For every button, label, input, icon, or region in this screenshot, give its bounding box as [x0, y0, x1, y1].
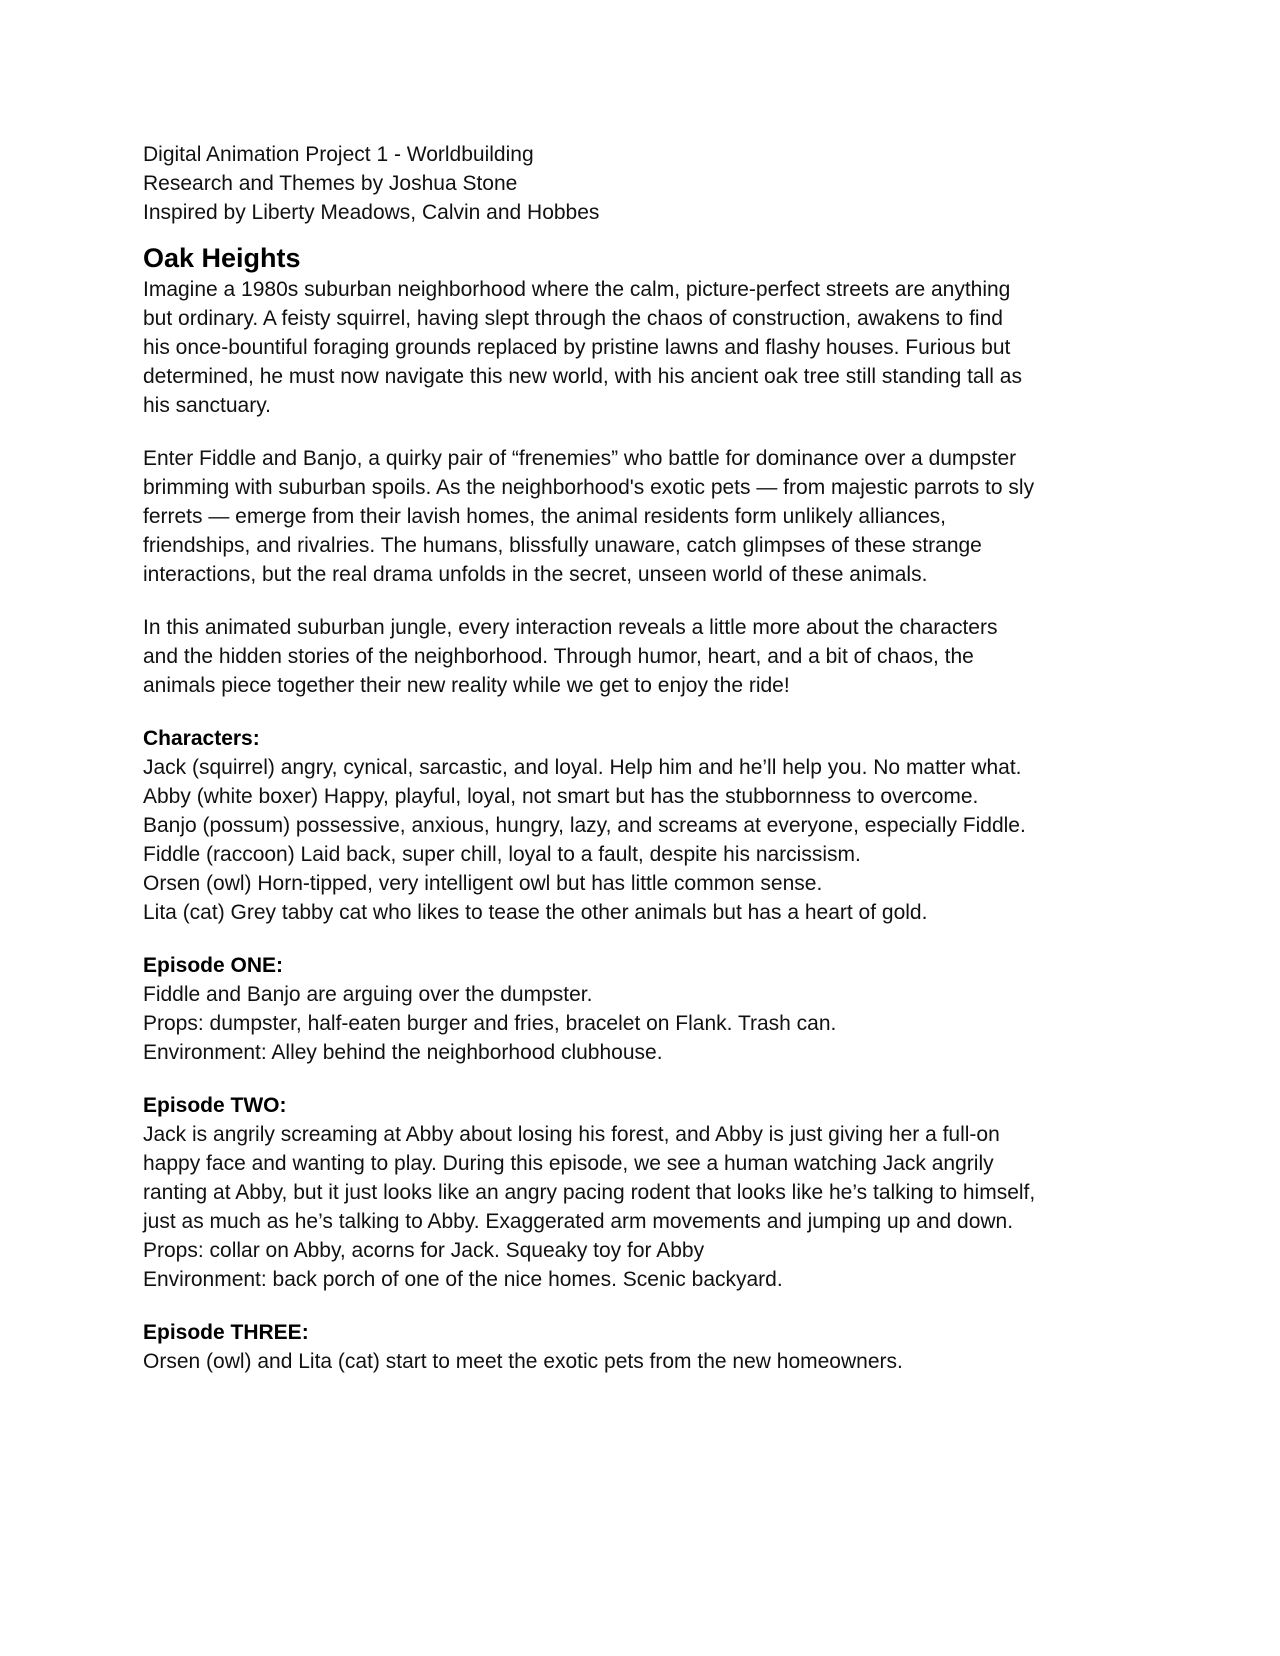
paragraph-spacer — [143, 1294, 1103, 1318]
paragraph-line: interactions, but the real drama unfolds in the secret, unseen world of these animals. — [143, 563, 928, 586]
document-header — [143, 140, 1103, 227]
intro-paragraph-2 — [143, 444, 1103, 589]
episode-three-heading: Episode THREE: — [143, 1321, 309, 1344]
episode-three-section — [143, 1318, 1103, 1376]
paragraph-line: his once-bountiful foraging grounds replaced by pristine lawns and flashy houses. Furious but — [143, 336, 1011, 359]
paragraph-line: his sanctuary. — [143, 394, 271, 417]
episode-one-props: Props: dumpster, half-eaten burger and fries, bracelet on Flank. Trash can. — [143, 1012, 837, 1035]
episode-one-summary: Fiddle and Banjo are arguing over the dumpster. — [143, 983, 593, 1006]
header-line-inspiration: Inspired by Liberty Meadows, Calvin and Hobbes — [143, 201, 600, 224]
paragraph-spacer — [143, 1067, 1103, 1091]
paragraph-line: brimming with suburban spoils. As the neighborhood's exotic pets — from majestic parrots to sly — [143, 476, 1035, 499]
episode-two-heading: Episode TWO: — [143, 1094, 287, 1117]
episode-two-props: Props: collar on Abby, acorns for Jack. Squeaky toy for Abby — [143, 1239, 705, 1262]
episode-one-section — [143, 951, 1103, 1067]
header-line-project: Digital Animation Project 1 - Worldbuilding — [143, 143, 534, 166]
character-entry-banjo: Banjo (possum) possessive, anxious, hungry, lazy, and screams at everyone, especially Fiddle. — [143, 814, 1026, 837]
character-entry-jack: Jack (squirrel) angry, cynical, sarcastic, and loyal. Help him and he’ll help you. No matter what. — [143, 756, 1022, 779]
paragraph-spacer — [143, 589, 1103, 613]
paragraph-spacer — [143, 700, 1103, 724]
character-entry-abby: Abby (white boxer) Happy, playful, loyal, not smart but has the stubbornness to overcome. — [143, 785, 979, 808]
header-line-author: Research and Themes by Joshua Stone — [143, 172, 518, 195]
paragraph-line: animals piece together their new reality while we get to enjoy the ride! — [143, 674, 790, 697]
episode-one-heading: Episode ONE: — [143, 954, 284, 977]
intro-paragraph-3 — [143, 613, 1103, 700]
episode-three-summary: Orsen (owl) and Lita (cat) start to meet the exotic pets from the new homeowners. — [143, 1350, 903, 1373]
paragraph-spacer — [143, 927, 1103, 951]
document-title: Oak Heights — [143, 243, 301, 273]
episode-two-summary-line: Jack is angrily screaming at Abby about losing his forest, and Abby is just giving her a full-on — [143, 1123, 1000, 1146]
paragraph-line: In this animated suburban jungle, every interaction reveals a little more about the characters — [143, 616, 998, 639]
paragraph-line: friendships, and rivalries. The humans, blissfully unaware, catch glimpses of these strange — [143, 534, 982, 557]
episode-two-summary-line: ranting at Abby, but it just looks like an angry pacing rodent that looks like he’s talking to himself, — [143, 1181, 1036, 1204]
character-entry-orsen: Orsen (owl) Horn-tipped, very intelligent owl but has little common sense. — [143, 872, 823, 895]
character-entry-lita: Lita (cat) Grey tabby cat who likes to tease the other animals but has a heart of gold. — [143, 901, 928, 924]
episode-two-environment: Environment: back porch of one of the nice homes. Scenic backyard. — [143, 1268, 783, 1291]
episode-two-summary-line: happy face and wanting to play. During this episode, we see a human watching Jack angrily — [143, 1152, 994, 1175]
paragraph-line: ferrets — emerge from their lavish homes, the animal residents form unlikely alliances, — [143, 505, 946, 528]
episode-one-environment: Environment: Alley behind the neighborhood clubhouse. — [143, 1041, 663, 1064]
characters-heading: Characters: — [143, 727, 260, 750]
paragraph-line: determined, he must now navigate this new world, with his ancient oak tree still standing tall as — [143, 365, 1022, 388]
characters-section — [143, 724, 1103, 927]
paragraph-line: but ordinary. A feisty squirrel, having slept through the chaos of construction, awakens to find — [143, 307, 1003, 330]
paragraph-line: and the hidden stories of the neighborhood. Through humor, heart, and a bit of chaos, the — [143, 645, 974, 668]
paragraph-spacer — [143, 420, 1103, 444]
episode-two-summary-line: just as much as he’s talking to Abby. Exaggerated arm movements and jumping up and down. — [143, 1210, 1014, 1233]
intro-paragraph-1 — [143, 275, 1103, 420]
paragraph-line: Imagine a 1980s suburban neighborhood where the calm, picture-perfect streets are anything — [143, 278, 1011, 301]
document-page — [143, 140, 1103, 1376]
paragraph-line: Enter Fiddle and Banjo, a quirky pair of “frenemies” who battle for dominance over a dumpster — [143, 447, 1017, 470]
episode-two-section — [143, 1091, 1103, 1294]
character-entry-fiddle: Fiddle (raccoon) Laid back, super chill, loyal to a fault, despite his narcissism. — [143, 843, 861, 866]
